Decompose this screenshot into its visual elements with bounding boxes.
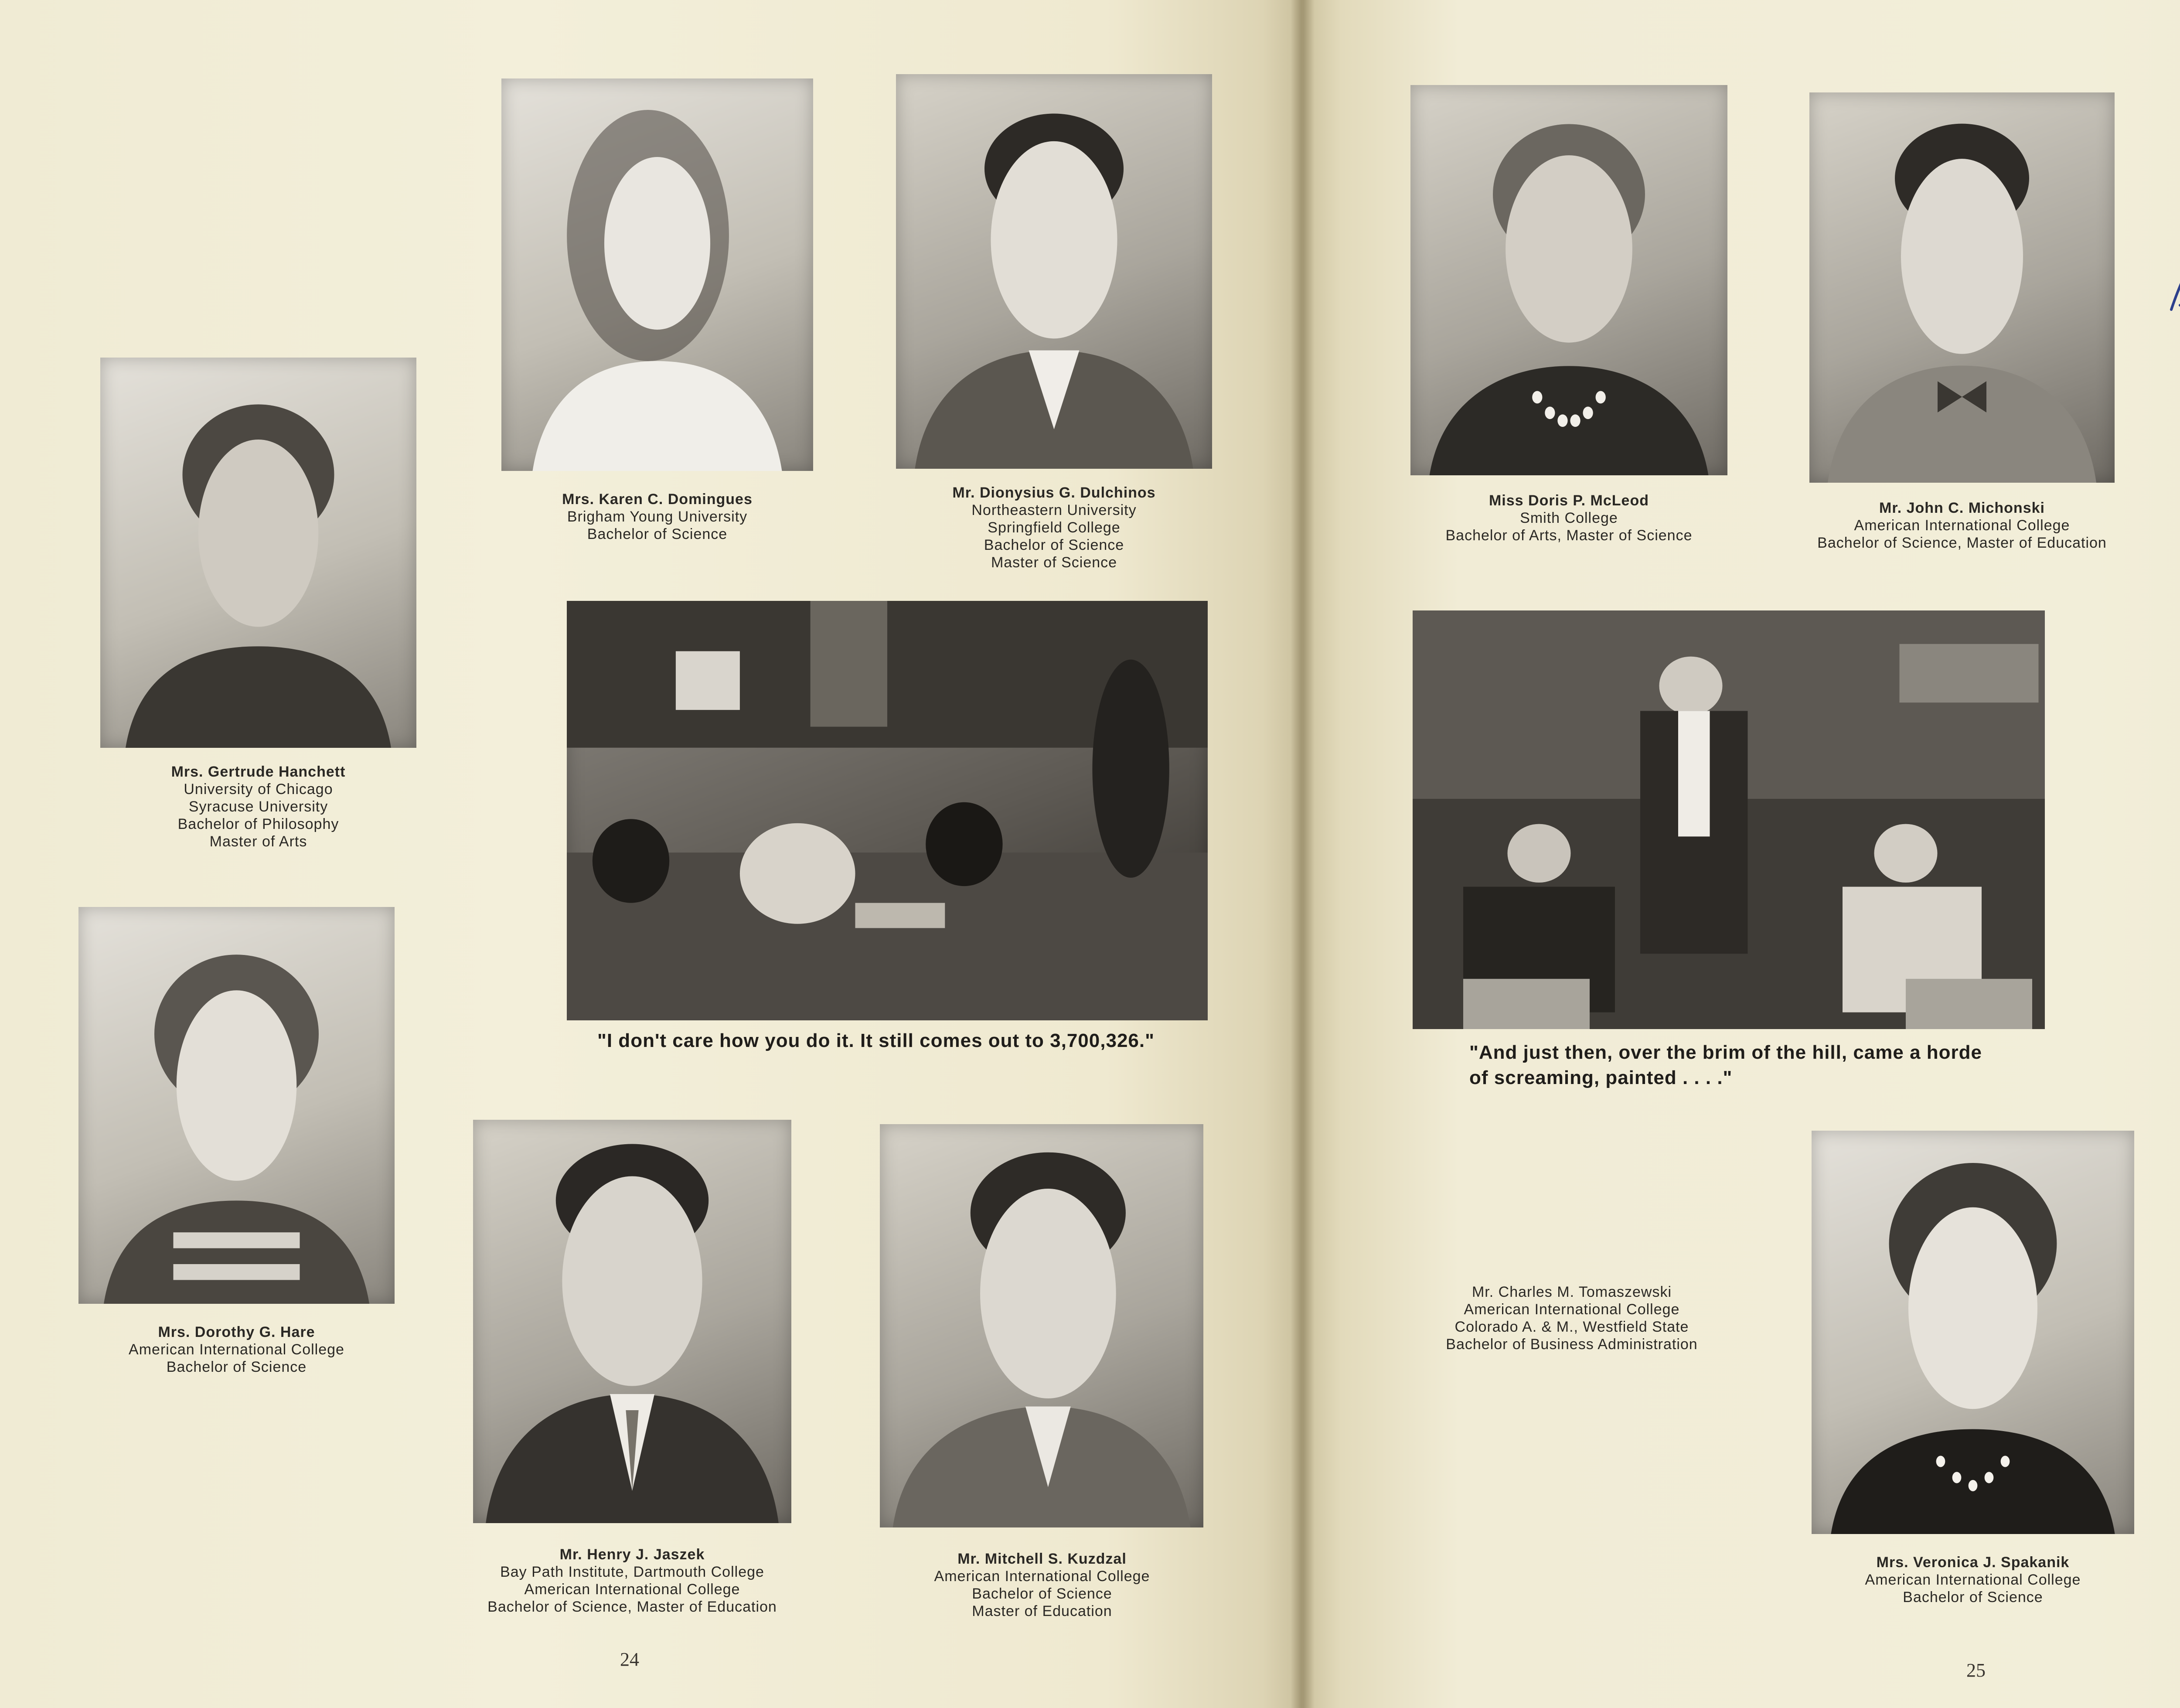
faculty-credential: Brigham Young University (567, 508, 748, 525)
faculty-credential: Master of Science (991, 554, 1117, 571)
faculty-credential: Bachelor of Science (166, 1359, 307, 1375)
portrait-photo-hanchett (100, 358, 416, 748)
faculty-name: Mrs. Gertrude Hanchett (171, 764, 346, 780)
portrait-photo-michonski (1809, 92, 2115, 483)
portrait-photo-kuzdzal (880, 1124, 1203, 1527)
faculty-credential: Bachelor of Science (1903, 1589, 2043, 1606)
faculty-credential: American International College (129, 1341, 344, 1358)
faculty-credential: Master of Education (972, 1603, 1112, 1619)
classroom-candid-photo (567, 601, 1208, 1020)
classroom-quote: "I don't care how you do it. It still comes out to 3,700,326." (597, 1030, 1155, 1051)
faculty-credential: American International College (1865, 1572, 2081, 1588)
caption-michonski (1772, 499, 2152, 552)
faculty-credential: American International College (934, 1568, 1150, 1585)
faculty-credential: Bachelor of Science, Master of Education (487, 1599, 777, 1615)
portrait-photo-jaszek (473, 1120, 791, 1523)
faculty-credential: University of Chicago (184, 781, 333, 798)
faculty-name: Mrs. Veronica J. Spakanik (1876, 1554, 2070, 1571)
portrait-photo-hare (78, 907, 395, 1304)
faculty-credential: Bachelor of Arts, Master of Science (1445, 527, 1693, 544)
autograph-inscription (2163, 109, 2180, 406)
faculty-credential: Springfield College (988, 519, 1121, 536)
portrait-photo-mcleod (1410, 85, 1727, 475)
faculty-name: Miss Doris P. McLeod (1489, 492, 1649, 509)
faculty-credential: Northeastern University (971, 502, 1137, 518)
portrait-photo-domingues (501, 78, 813, 471)
faculty-name: Mr. Charles M. Tomaszewski (1472, 1284, 1672, 1300)
caption-kuzdzal (859, 1550, 1225, 1620)
caption-hare (65, 1323, 408, 1376)
faculty-name: Mr. John C. Michonski (1879, 500, 2045, 516)
right-page (1301, 0, 2180, 1708)
caption-tomaszewski (1389, 1283, 1755, 1353)
page-number-left: 24 (620, 1649, 639, 1670)
faculty-credential: Smith College (1520, 510, 1618, 526)
faculty-credential: Bachelor of Science (972, 1585, 1112, 1602)
caption-domingues (501, 491, 813, 543)
portrait-photo-spakanik (1812, 1131, 2134, 1534)
faculty-name: Mr. Dionysius G. Dulchinos (952, 484, 1156, 501)
quote-line: "And just then, over the brim of the hill, came a horde (1469, 1042, 1982, 1063)
faculty-credential: American International College (524, 1581, 740, 1598)
typing-class-quote (1469, 1040, 2080, 1091)
faculty-credential: Master of Arts (209, 833, 307, 850)
caption-hanchett (87, 763, 429, 850)
faculty-credential: Colorado A. & M., Westfield State (1454, 1319, 1689, 1335)
portrait-photo-dulchinos (896, 74, 1212, 469)
faculty-credential: American International College (1854, 517, 2070, 534)
faculty-credential: Bachelor of Business Administration (1446, 1336, 1698, 1353)
caption-dulchinos (896, 484, 1212, 571)
faculty-credential: Bay Path Institute, Dartmouth College (500, 1564, 764, 1580)
faculty-credential: Syracuse University (188, 798, 328, 815)
caption-mcleod (1389, 492, 1749, 544)
faculty-credential: American International College (1464, 1301, 1680, 1318)
faculty-name: Mr. Mitchell S. Kuzdzal (957, 1551, 1127, 1567)
faculty-name: Mr. Henry J. Jaszek (559, 1546, 705, 1563)
caption-jaszek (436, 1546, 828, 1616)
book-gutter (1291, 0, 1315, 1708)
typing-class-candid-photo (1413, 610, 2045, 1029)
caption-spakanik (1785, 1554, 2160, 1606)
faculty-credential: Bachelor of Science (587, 526, 728, 542)
faculty-credential: Bachelor of Science, Master of Education (1817, 535, 2107, 551)
faculty-credential: Bachelor of Philosophy (177, 816, 339, 832)
quote-line: of screaming, painted . . . ." (1469, 1067, 1733, 1088)
faculty-name: Mrs. Karen C. Domingues (562, 491, 753, 508)
faculty-name: Mrs. Dorothy G. Hare (158, 1324, 315, 1340)
faculty-credential: Bachelor of Science (984, 537, 1124, 553)
page-number-right: 25 (1966, 1660, 1986, 1681)
